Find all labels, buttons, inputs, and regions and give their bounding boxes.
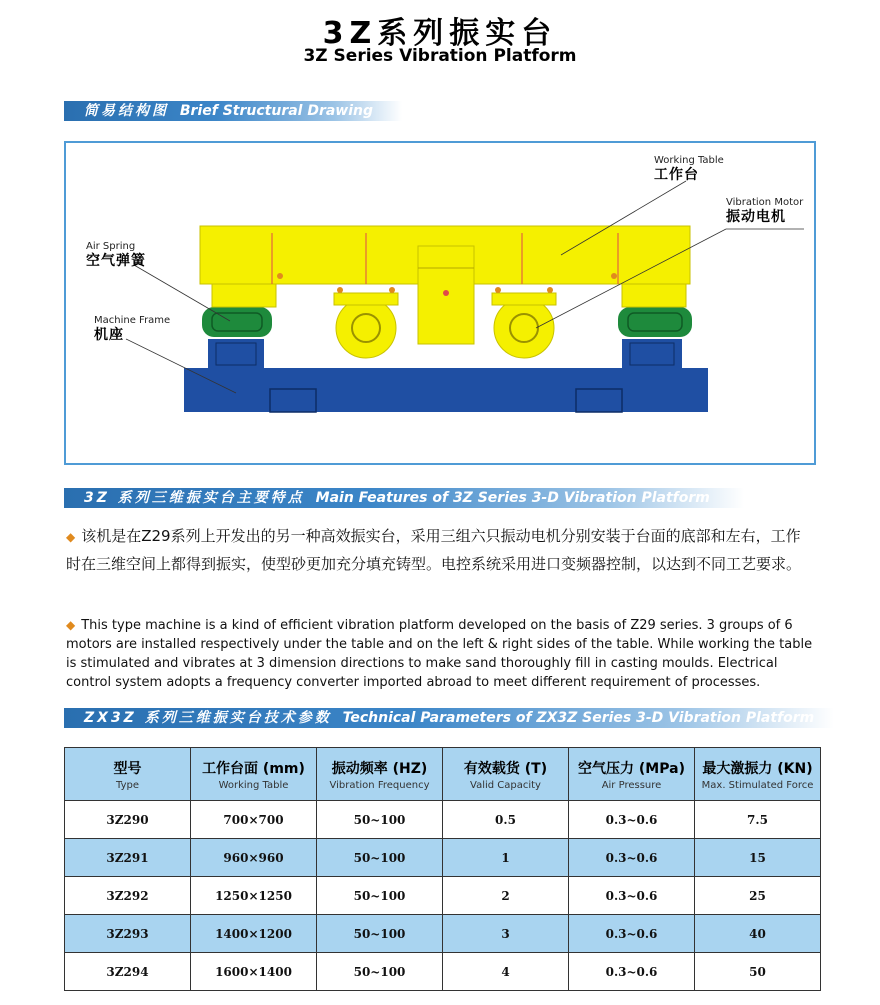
header-cn: 有效载货 (T): [463, 760, 548, 777]
machine-frame-base: [184, 368, 708, 412]
bolt: [495, 287, 501, 293]
bolt: [389, 287, 395, 293]
features-text-en: This type machine is a kind of efficient vibration platform developed on the basis of Z29 series. 3 groups of 6 motors are installed respectively under the table and on the left & right sides of the table. While working the table is stimulated and vibrates at 3 dimension directions to make sand thoroughly fill in casting moulds. Electrical control system adopts a frequency converter imported abroad to meet different requirement of processes.: [66, 618, 813, 690]
cell-type: 3Z292: [65, 877, 191, 915]
table-row: [65, 915, 821, 953]
label-vibration-motor: [726, 197, 803, 225]
bottom-motor-right: [494, 298, 554, 358]
header-en: Max. Stimulated Force: [701, 779, 814, 791]
cell-capacity: 0.5: [443, 801, 569, 839]
bolt: [337, 287, 343, 293]
header-cn: 工作台面 (mm): [202, 760, 305, 777]
header-en: Type: [116, 779, 139, 791]
cell-frequency: 50~100: [317, 915, 443, 953]
section-title-en: Brief Structural Drawing: [179, 103, 374, 119]
label-working-table-cn: 工作台: [654, 166, 699, 183]
cell-capacity: 3: [443, 915, 569, 953]
table-row: [65, 877, 821, 915]
table-row: [65, 801, 821, 839]
header-en: Air Pressure: [601, 779, 662, 791]
cell-max-force: 50: [695, 953, 821, 991]
header-air-pressure: [569, 748, 695, 801]
cell-working-table: 1400×1200: [191, 915, 317, 953]
header-cn: 型号: [113, 760, 142, 777]
section-header-features: [64, 488, 744, 508]
table-header-row: [65, 748, 821, 801]
cell-air-pressure: 0.3~0.6: [569, 915, 695, 953]
header-cn: 振动频率 (HZ): [331, 760, 428, 777]
label-air-spring-en: Air Spring: [86, 241, 136, 252]
label-working-table-en: Working Table: [654, 155, 724, 166]
label-vibration-motor-en: Vibration Motor: [726, 197, 804, 208]
cell-type: 3Z294: [65, 953, 191, 991]
table-row: [65, 953, 821, 991]
machine-illustration: [66, 143, 818, 467]
bolt: [611, 273, 617, 279]
cell-working-table: 1250×1250: [191, 877, 317, 915]
cell-air-pressure: 0.3~0.6: [569, 953, 695, 991]
bolt: [547, 287, 553, 293]
section-header-params: [64, 708, 834, 728]
header-en: Vibration Frequency: [329, 779, 430, 791]
header-valid-capacity: [443, 748, 569, 801]
bottom-motor-left: [336, 298, 396, 358]
cell-capacity: 4: [443, 953, 569, 991]
cell-frequency: 50~100: [317, 801, 443, 839]
header-en: Working Table: [218, 779, 289, 791]
center-bolt: [443, 290, 449, 296]
cell-max-force: 15: [695, 839, 821, 877]
features-paragraph-cn: [66, 523, 814, 578]
header-max-stimulated-force: [695, 748, 821, 801]
cell-frequency: 50~100: [317, 877, 443, 915]
label-air-spring-cn: 空气弹簧: [86, 252, 146, 269]
section-header-drawing: [64, 101, 402, 121]
section-title-en: Main Features of 3Z Series 3-D Vibration Platform: [315, 490, 710, 506]
label-working-table: [654, 155, 724, 183]
features-paragraph-en: [66, 616, 826, 692]
label-machine-frame: [94, 315, 170, 343]
label-machine-frame-cn: 机座: [94, 326, 124, 343]
section-title-en: Technical Parameters of ZX3Z Series 3-D Vibration Platform: [342, 710, 815, 726]
cell-air-pressure: 0.3~0.6: [569, 801, 695, 839]
header-cn: 空气压力 (MPa): [578, 760, 685, 777]
section-title-cn: 3Z 系列三维振实台主要特点: [84, 490, 305, 506]
cell-type: 3Z293: [65, 915, 191, 953]
page-title: 3Z系列振实台: [322, 16, 558, 51]
features-text-cn: 该机是在Z29系列上开发出的另一种高效振实台，采用三组六只振动电机分别安装于台面的底部和左右，工作时在三维空间上都得到振实，使型砂更加充分填充铸型。电控系统采用进口变频器控制，以达到不同工艺要求。: [66, 527, 802, 573]
label-vibration-motor-cn: 振动电机: [726, 208, 786, 225]
parameters-table: [64, 747, 821, 991]
cell-capacity: 1: [443, 839, 569, 877]
cell-type: 3Z291: [65, 839, 191, 877]
page-subtitle: 3Z Series Vibration Platform: [303, 46, 577, 66]
cell-working-table: 700×700: [191, 801, 317, 839]
section-title-cn: ZX3Z 系列三维振实台技术参数: [84, 710, 332, 726]
motor-bracket-left: [334, 293, 398, 305]
motor-bracket-right: [492, 293, 556, 305]
header-vibration-frequency: [317, 748, 443, 801]
diamond-bullet-icon: ◆: [66, 618, 76, 632]
cell-max-force: 40: [695, 915, 821, 953]
cell-frequency: 50~100: [317, 953, 443, 991]
cell-air-pressure: 0.3~0.6: [569, 877, 695, 915]
diamond-bullet-icon: ◆: [66, 530, 76, 544]
air-spring-right: [618, 307, 692, 337]
cell-working-table: 1600×1400: [191, 953, 317, 991]
cell-max-force: 25: [695, 877, 821, 915]
label-air-spring: [86, 241, 146, 269]
header-working-table: [191, 748, 317, 801]
bolt: [277, 273, 283, 279]
cell-type: 3Z290: [65, 801, 191, 839]
section-title-cn: 简易结构图: [84, 103, 169, 119]
cell-working-table: 960×960: [191, 839, 317, 877]
table-row: [65, 839, 821, 877]
cell-air-pressure: 0.3~0.6: [569, 839, 695, 877]
header-type: [65, 748, 191, 801]
label-machine-frame-en: Machine Frame: [94, 315, 171, 326]
header-en: Valid Capacity: [470, 779, 541, 791]
cell-capacity: 2: [443, 877, 569, 915]
cell-max-force: 7.5: [695, 801, 821, 839]
structural-drawing: [64, 141, 816, 465]
header-cn: 最大激振力 (KN): [702, 760, 813, 777]
cell-frequency: 50~100: [317, 839, 443, 877]
